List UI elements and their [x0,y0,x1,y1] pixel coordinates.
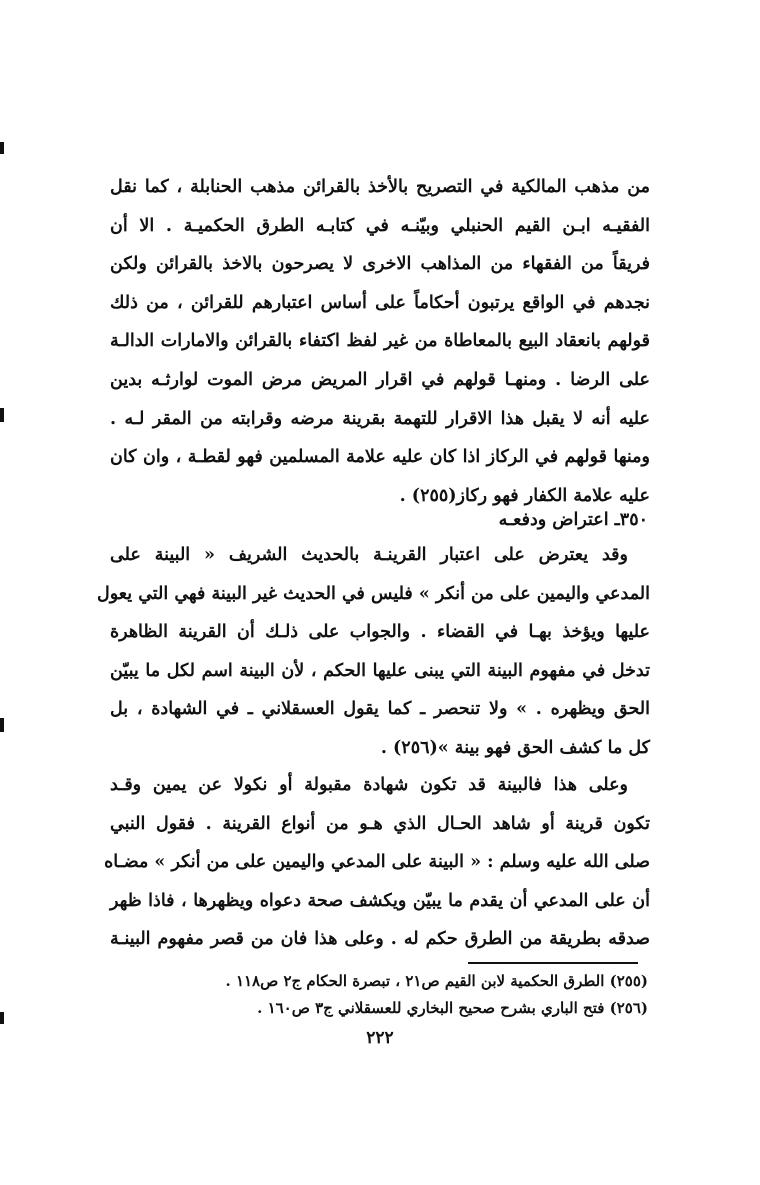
paragraph-2 [97,536,650,768]
paragraph-3 [104,766,650,959]
text-line: من مذهب المالكية في التصريح بالأخذ بالقرائن مذهب الحنابلة ، كما نقل [110,177,650,197]
text-line: صدقه بطريقة من الطرق حكم له . وعلى هذا فان من قصر مفهوم البينـة [110,929,650,950]
text-line: تكون قرينة أو شاهد الحـال الذي هـو من أنواع القرينة . فقول النبي [110,813,650,834]
text-line: الفقيـه ابـن القيم الحنبلي وبيّنـه في كتابـه الطرق الحكميـة . الا أن [110,215,650,236]
scan-edge-mark [0,1012,4,1024]
footnotes [120,968,648,1022]
footnote-256: (٢٥٦) فتح الباري بشرح صحيح البخاري للعسقلاني ج٣ ص١٦٠ . [257,999,648,1017]
text-line: وعلى هذا فالبينة قد تكون شهادة مقبولة أو نكولا عن يمين وقـد [110,775,628,795]
footnote-255: (٢٥٥) الطرق الحكمية لابن القيم ص٢١ ، تبصرة الحكام ج٢ ص١١٨ . [225,972,648,990]
text-line: تدخل في مفهوم البينة التي يبنى عليها الحكم ، لأن البينة اسم لكل ما يبيّن [110,660,650,681]
text-line: عليه أنه لا يقبل هذا الاقرار للتهمة بقرينة مرضه وقرابته من المقر لـه . [110,408,650,429]
text-line: صلى الله عليه وسلم : « البينة على المدعي واليمين على من أنكر » مضـاه [104,852,650,873]
scan-edge-mark [0,718,4,732]
footnote-divider [468,962,638,964]
scan-edge-mark [0,408,4,422]
scan-edge-mark [0,142,4,154]
text-line: عليه علامة الكفار فهو ركاز(٢٥٥) . [399,485,650,506]
text-line: كل ما كشف الحق فهو بينة »(٢٥٦) . [380,737,650,758]
text-line: نجدهم في الواقع يرتبون أحكاماً على أساس اعتبارهم للقرائن ، من ذلك [110,292,650,313]
paragraph-1 [110,168,650,515]
text-line: فريقاً من الفقهاء من المذاهب الاخرى لا يصرحون بالاخذ بالقرائن ولكن [110,254,650,275]
page-number: ٢٢٢ [366,1028,394,1048]
text-line: أن على المدعي أن يقدم ما يبيّن ويكشف صحة دعواه ويظهرها ، فاذا ظهر [110,890,650,911]
text-line: على الرضا . ومنهـا قولهم في اقرار المريض مرض الموت لوارثـه بدين [110,369,650,390]
text-line: عليها ويؤخذ بهـا في القضاء . والجواب على ذلـك أن القرينة الظاهرة [110,622,650,643]
text-line: قولهم بانعقاد البيع بالمعاطاة من غير لفظ اكتفاء بالقرائن والامارات الدالـة [110,331,650,352]
text-line: وقد يعترض على اعتبار القرينـة بالحديث الشريف « البينة على [110,545,628,565]
text-line: الحق ويظهره . » ولا تنحصر ـ كما يقول العسقلاني ـ في الشهادة ، بل [110,699,650,720]
section-heading: ٣٥٠ـ اعتراض ودفعـه [498,510,648,530]
text-line: ومنها قولهم في الركاز اذا كان عليه علامة المسلمين فهو لقطـة ، وان كان [110,447,650,468]
text-line: المدعي واليمين على من أنكر » فليس في الحديث غير البينة فهي التي يعول [97,583,650,604]
